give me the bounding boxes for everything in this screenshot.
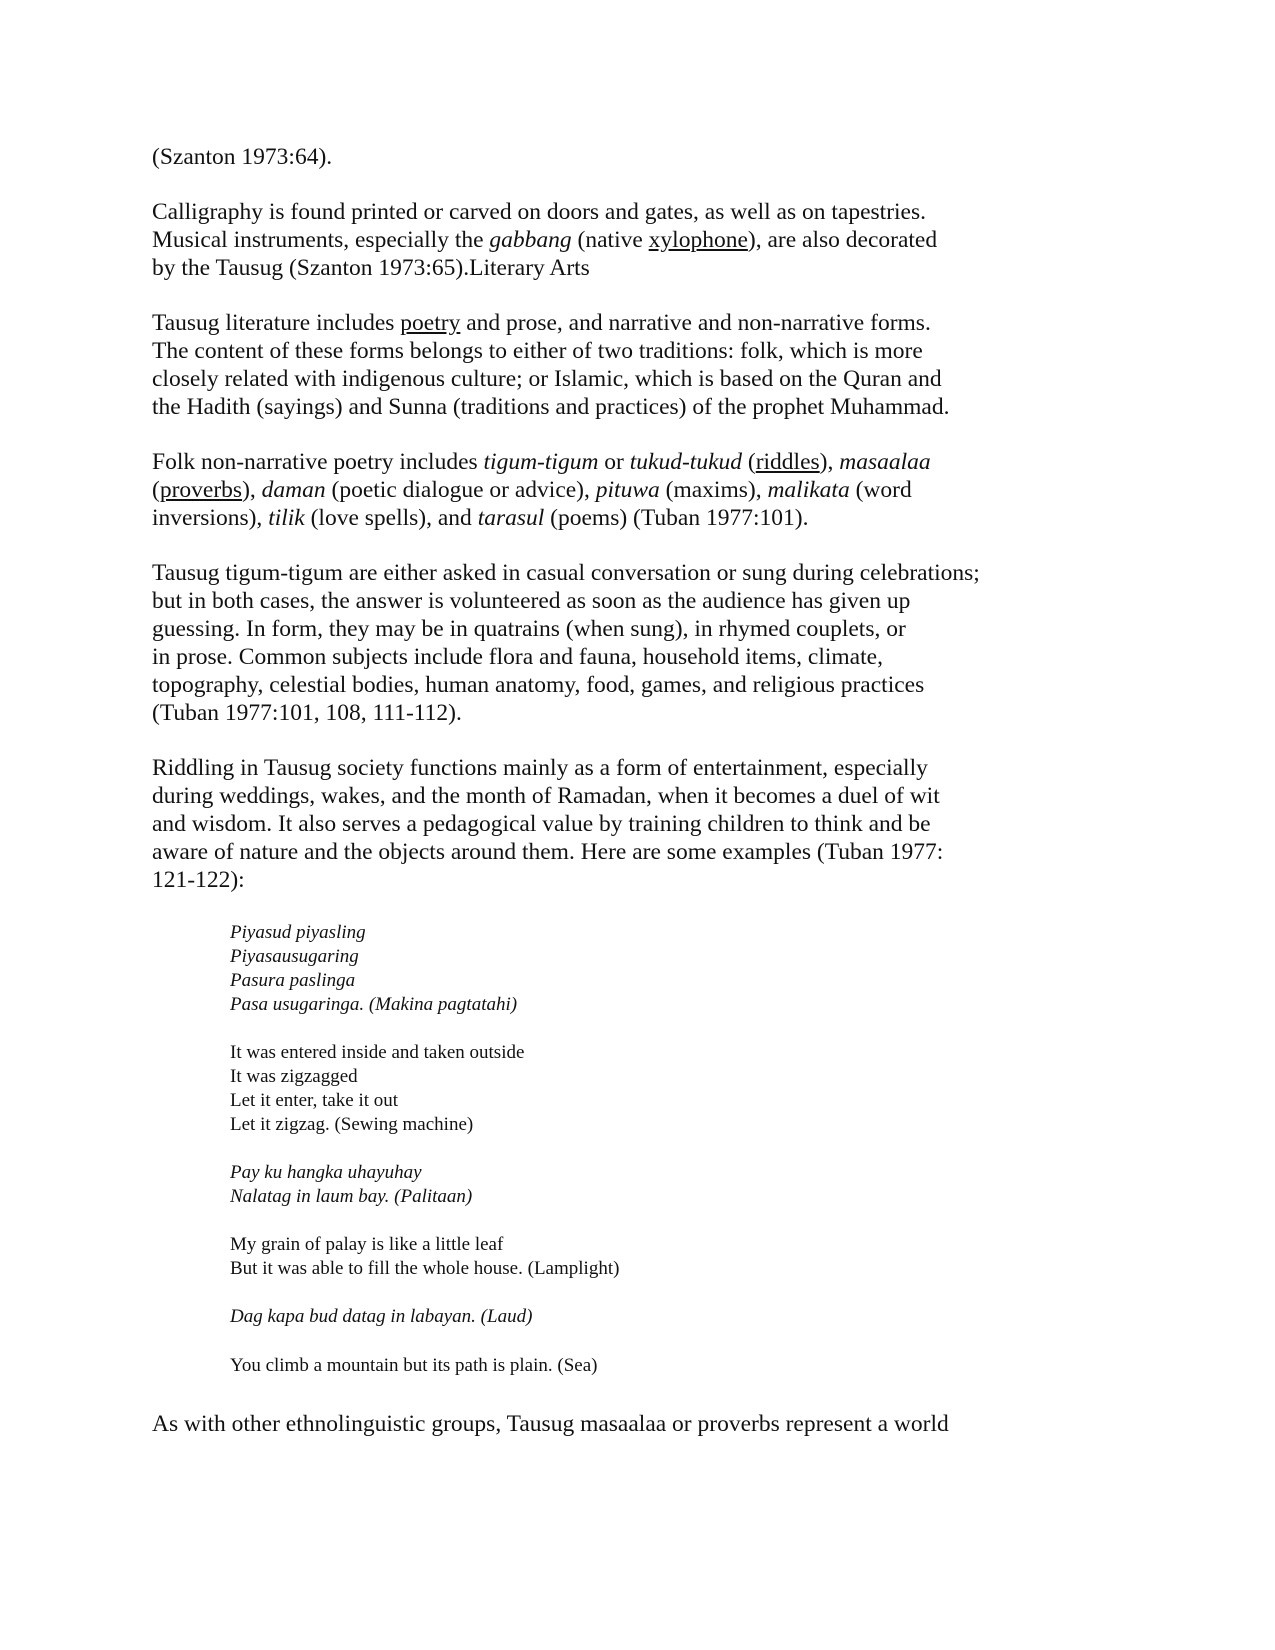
closing-line: As with other ethnolinguistic groups, Tausug masaalaa or proverbs represent a world (152, 1411, 949, 1437)
literature-line-3: closely related with indigenous culture; or Islamic, which is based on the Quran and (152, 366, 942, 392)
riddle-2-tausug-line: Nalatag in laum bay. (Palitaan) (230, 1186, 473, 1207)
link-xylophone[interactable]: xylophone (648, 227, 748, 253)
tigum-line-1: Tausug tigum-tigum are either asked in casual conversation or sung during celebrations; (152, 560, 980, 586)
riddle-1-english-line: It was zigzagged (230, 1066, 358, 1087)
riddling-line-3: and wisdom. It also serves a pedagogical value by training children to think and be (152, 811, 931, 837)
riddle-1-tausug-line: Pasura paslinga (230, 970, 356, 991)
riddle-3-tausug-line: Dag kapa bud datag in labayan. (Laud) (230, 1306, 533, 1327)
folk-line-2: (proverbs), daman (poetic dialogue or advice), pituwa (maxims), malikata (word (152, 477, 912, 503)
riddling-line-1: Riddling in Tausug society functions mainly as a form of entertainment, especially (152, 755, 928, 781)
link-proverbs[interactable]: proverbs (159, 477, 243, 503)
riddle-2-english-line: But it was able to fill the whole house. (Lamplight) (230, 1258, 620, 1279)
riddle-1-tausug-line: Pasa usugaringa. (Makina pagtatahi) (230, 994, 518, 1015)
link-riddles[interactable]: riddles (755, 449, 820, 475)
literature-line-4: the Hadith (sayings) and Sunna (traditions and practices) of the prophet Muhammad. (152, 394, 950, 420)
riddle-1-tausug-line: Piyasud piyasling (230, 922, 366, 943)
riddling-line-4: aware of nature and the objects around them. Here are some examples (Tuban 1977: (152, 839, 944, 865)
tigum-line-5: topography, celestial bodies, human anatomy, food, games, and religious practices (152, 672, 925, 698)
tigum-line-6: (Tuban 1977:101, 108, 111-112). (152, 700, 462, 726)
riddle-1-english-line: It was entered inside and taken outside (230, 1042, 525, 1063)
calligraphy-line-3: by the Tausug (Szanton 1973:65).Literary Arts (152, 255, 590, 281)
riddling-line-5: 121-122): (152, 867, 245, 893)
folk-line-1: Folk non-narrative poetry includes tigum-tigum or tukud-tukud (riddles), masaalaa (152, 449, 931, 475)
riddle-1-english-line: Let it enter, take it out (230, 1090, 399, 1111)
literature-line-2: The content of these forms belongs to either of two traditions: folk, which is more (152, 338, 923, 364)
riddle-1-tausug-line: Piyasausugaring (230, 946, 359, 967)
riddle-2-english-line: My grain of palay is like a little leaf (230, 1234, 504, 1255)
tigum-line-2: but in both cases, the answer is volunteered as soon as the audience has given up (152, 588, 911, 614)
tigum-line-3: guessing. In form, they may be in quatrains (when sung), in rhymed couplets, or (152, 616, 906, 642)
citation-line: (Szanton 1973:64). (152, 144, 333, 170)
riddling-line-2: during weddings, wakes, and the month of Ramadan, when it becomes a duel of wit (152, 783, 940, 809)
literature-line-1: Tausug literature includes poetry and prose, and narrative and non-narrative forms. (152, 310, 931, 336)
tigum-line-4: in prose. Common subjects include flora and fauna, household items, climate, (152, 644, 883, 670)
riddle-2-tausug-line: Pay ku hangka uhayuhay (230, 1162, 422, 1183)
riddle-1-english-line: Let it zigzag. (Sewing machine) (230, 1114, 474, 1135)
riddle-3-english-line: You climb a mountain but its path is plain. (Sea) (230, 1355, 598, 1376)
calligraphy-line-1: Calligraphy is found printed or carved on doors and gates, as well as on tapestries. (152, 199, 926, 225)
folk-line-3: inversions), tilik (love spells), and tarasul (poems) (Tuban 1977:101). (152, 505, 809, 531)
link-poetry[interactable]: poetry (400, 310, 461, 336)
calligraphy-line-2: Musical instruments, especially the gabbang (native xylophone), are also decorated (152, 227, 938, 253)
term-gabbang: gabbang (489, 227, 572, 253)
